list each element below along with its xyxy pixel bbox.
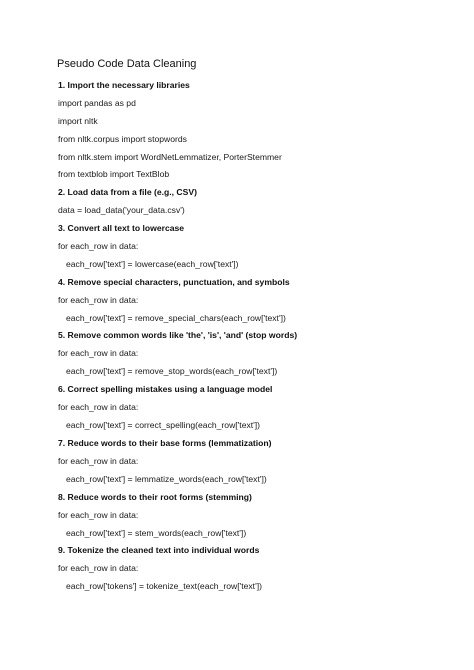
code-line: for each_row in data: bbox=[58, 241, 139, 251]
code-line: from nltk.corpus import stopwords bbox=[58, 134, 187, 144]
step-heading: 1. Import the necessary libraries bbox=[58, 80, 190, 90]
step-heading: 2. Load data from a file (e.g., CSV) bbox=[58, 187, 197, 197]
code-line-indented: each_row['text'] = correct_spelling(each_row['text']) bbox=[66, 420, 261, 430]
code-line: for each_row in data: bbox=[58, 563, 139, 573]
step-heading: 3. Convert all text to lowercase bbox=[58, 223, 185, 233]
step-heading: 9. Tokenize the cleaned text into individual words bbox=[58, 545, 260, 555]
code-line: for each_row in data: bbox=[58, 510, 139, 520]
code-line-indented: each_row['text'] = lemmatize_words(each_row['text']) bbox=[66, 474, 267, 484]
code-line: import pandas as pd bbox=[58, 98, 136, 108]
step-heading: 8. Reduce words to their root forms (stemming) bbox=[58, 492, 252, 502]
step-heading: 6. Correct spelling mistakes using a language model bbox=[58, 384, 273, 394]
code-line-indented: each_row['text'] = remove_stop_words(each_row['text']) bbox=[66, 366, 278, 376]
code-line-indented: each_row['text'] = stem_words(each_row['text']) bbox=[66, 528, 247, 538]
code-line: for each_row in data: bbox=[58, 456, 139, 466]
code-line: from textblob import TextBlob bbox=[58, 169, 170, 179]
step-heading: 7. Reduce words to their base forms (lemmatization) bbox=[58, 438, 272, 448]
code-line-indented: each_row['tokens'] = tokenize_text(each_row['text']) bbox=[66, 581, 262, 591]
code-line: from nltk.stem import WordNetLemmatizer, PorterStemmer bbox=[58, 152, 282, 162]
step-heading: 5. Remove common words like 'the', 'is', 'and' (stop words) bbox=[58, 330, 298, 340]
code-line: for each_row in data: bbox=[58, 402, 139, 412]
code-line: for each_row in data: bbox=[58, 348, 139, 358]
code-line: for each_row in data: bbox=[58, 295, 139, 305]
step-heading: 4. Remove special characters, punctuation, and symbols bbox=[58, 277, 290, 287]
code-line: import nltk bbox=[58, 116, 98, 126]
code-line-indented: each_row['text'] = remove_special_chars(each_row['text']) bbox=[66, 313, 286, 323]
code-line: data = load_data('your_data.csv') bbox=[58, 205, 185, 215]
code-line-indented: each_row['text'] = lowercase(each_row['text']) bbox=[66, 259, 239, 269]
page-title: Pseudo Code Data Cleaning bbox=[57, 58, 197, 70]
